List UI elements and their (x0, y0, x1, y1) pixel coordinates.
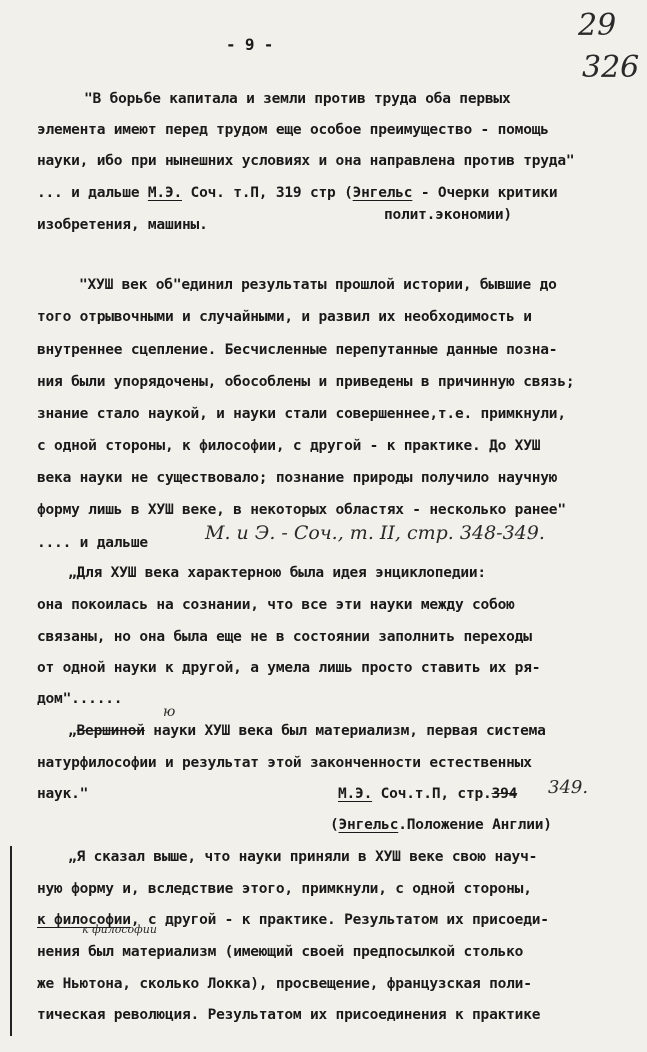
archive-number-top: 29 (578, 8, 617, 43)
text-line: внутреннее сцепление. Бесчисленные перепутанные данные позна- (37, 342, 558, 358)
reference-line: (Энгельс.Положение Англии) (330, 817, 552, 833)
text-line: же Ньютона, сколько Локка), просвещение, французская поли- (37, 976, 532, 992)
text-line: науки, ибо при нынешних условиях и она направлена против труда" (37, 153, 575, 169)
text-line: ния были упорядочены, обособлены и приведены в причинную связь; (37, 374, 575, 390)
text-line: .... и дальше (37, 535, 148, 551)
text-line: элемента имеют перед трудом еще особое преимущество - помощь (37, 122, 549, 138)
text-line: ную форму и, вследствие этого, примкнули, с одной стороны, (37, 881, 532, 897)
text-line: того отрывочными и случайными, и развил их необходимость и (37, 309, 532, 325)
text-line: наук." (37, 786, 89, 802)
text-line: знание стало наукой, и науки стали совершеннее,т.е. примкнули, (37, 406, 566, 422)
text-line: тическая революция. Результатом их присоединения к практике (37, 1007, 541, 1023)
text-line: изобретения, машины. (37, 217, 208, 233)
text-line: полит.экономии) (384, 207, 512, 223)
archive-number-bottom: 326 (582, 50, 640, 85)
struck-page: 394 (491, 786, 518, 802)
text-line-with-correction: „Вершиной науки ХУШ века был материализм, первая система (68, 723, 546, 739)
text-line: "В борьбе капитала и земли против труда оба первых (84, 91, 511, 107)
handwritten-correction: ю (163, 704, 176, 720)
author-name: Энгельс (338, 817, 399, 833)
reference-line: М.Э. Соч.т.П, стр.394 (338, 786, 518, 802)
text-line: с одной стороны, к философии, с другой - к практике. До ХУШ (37, 438, 541, 454)
text-line: связаны, но она была еще не в состоянии заполнить переходы (37, 629, 532, 645)
page-number: - 9 - (226, 35, 274, 54)
handwritten-reference: М. и Э. - Соч., т. II, стр. 348-349. (205, 522, 545, 544)
author-abbrev: М.Э. (338, 786, 373, 802)
handwritten-page: 349. (548, 777, 589, 798)
corrected-word: Вершиной (76, 723, 145, 739)
text-line: „Я сказал выше, что науки приняли в ХУШ веке свою науч- (68, 849, 538, 865)
text-line: натурфилософии и результат этой законченности естественных (37, 755, 532, 771)
text-line: она покоилась на сознании, что все эти науки между собою (37, 597, 515, 613)
text-line: века науки не существовало; познание природы получило научную (37, 470, 558, 486)
text-line: нения был материализм (имеющий своей предпосылкой столько (37, 944, 524, 960)
text-line-with-reference: ... и дальше М.Э. Соч. т.П, 319 стр (Энгельс - Очерки критики (37, 185, 558, 201)
text-line: форму лишь в ХУШ веке, в некоторых областях - несколько ранее" (37, 502, 566, 518)
text-line: „Для ХУШ века характерною была идея энциклопедии: (68, 565, 486, 581)
margin-mark (10, 846, 12, 1036)
text-line: "ХУШ век об"единил результаты прошлой истории, бывшие до (79, 277, 557, 293)
text-line: к философии, с другой - к практике. Результатом их присоеди- (37, 912, 549, 928)
author-abbrev: М.Э. (147, 185, 183, 201)
text-line: от одной науки к другой, а умела лишь просто ставить их ря- (37, 660, 541, 676)
author-name: Энгельс (352, 185, 413, 201)
handwritten-insertion: к философии (82, 923, 157, 936)
text-line: дом"...... (37, 691, 123, 707)
underlined-word: к философии (37, 912, 131, 928)
